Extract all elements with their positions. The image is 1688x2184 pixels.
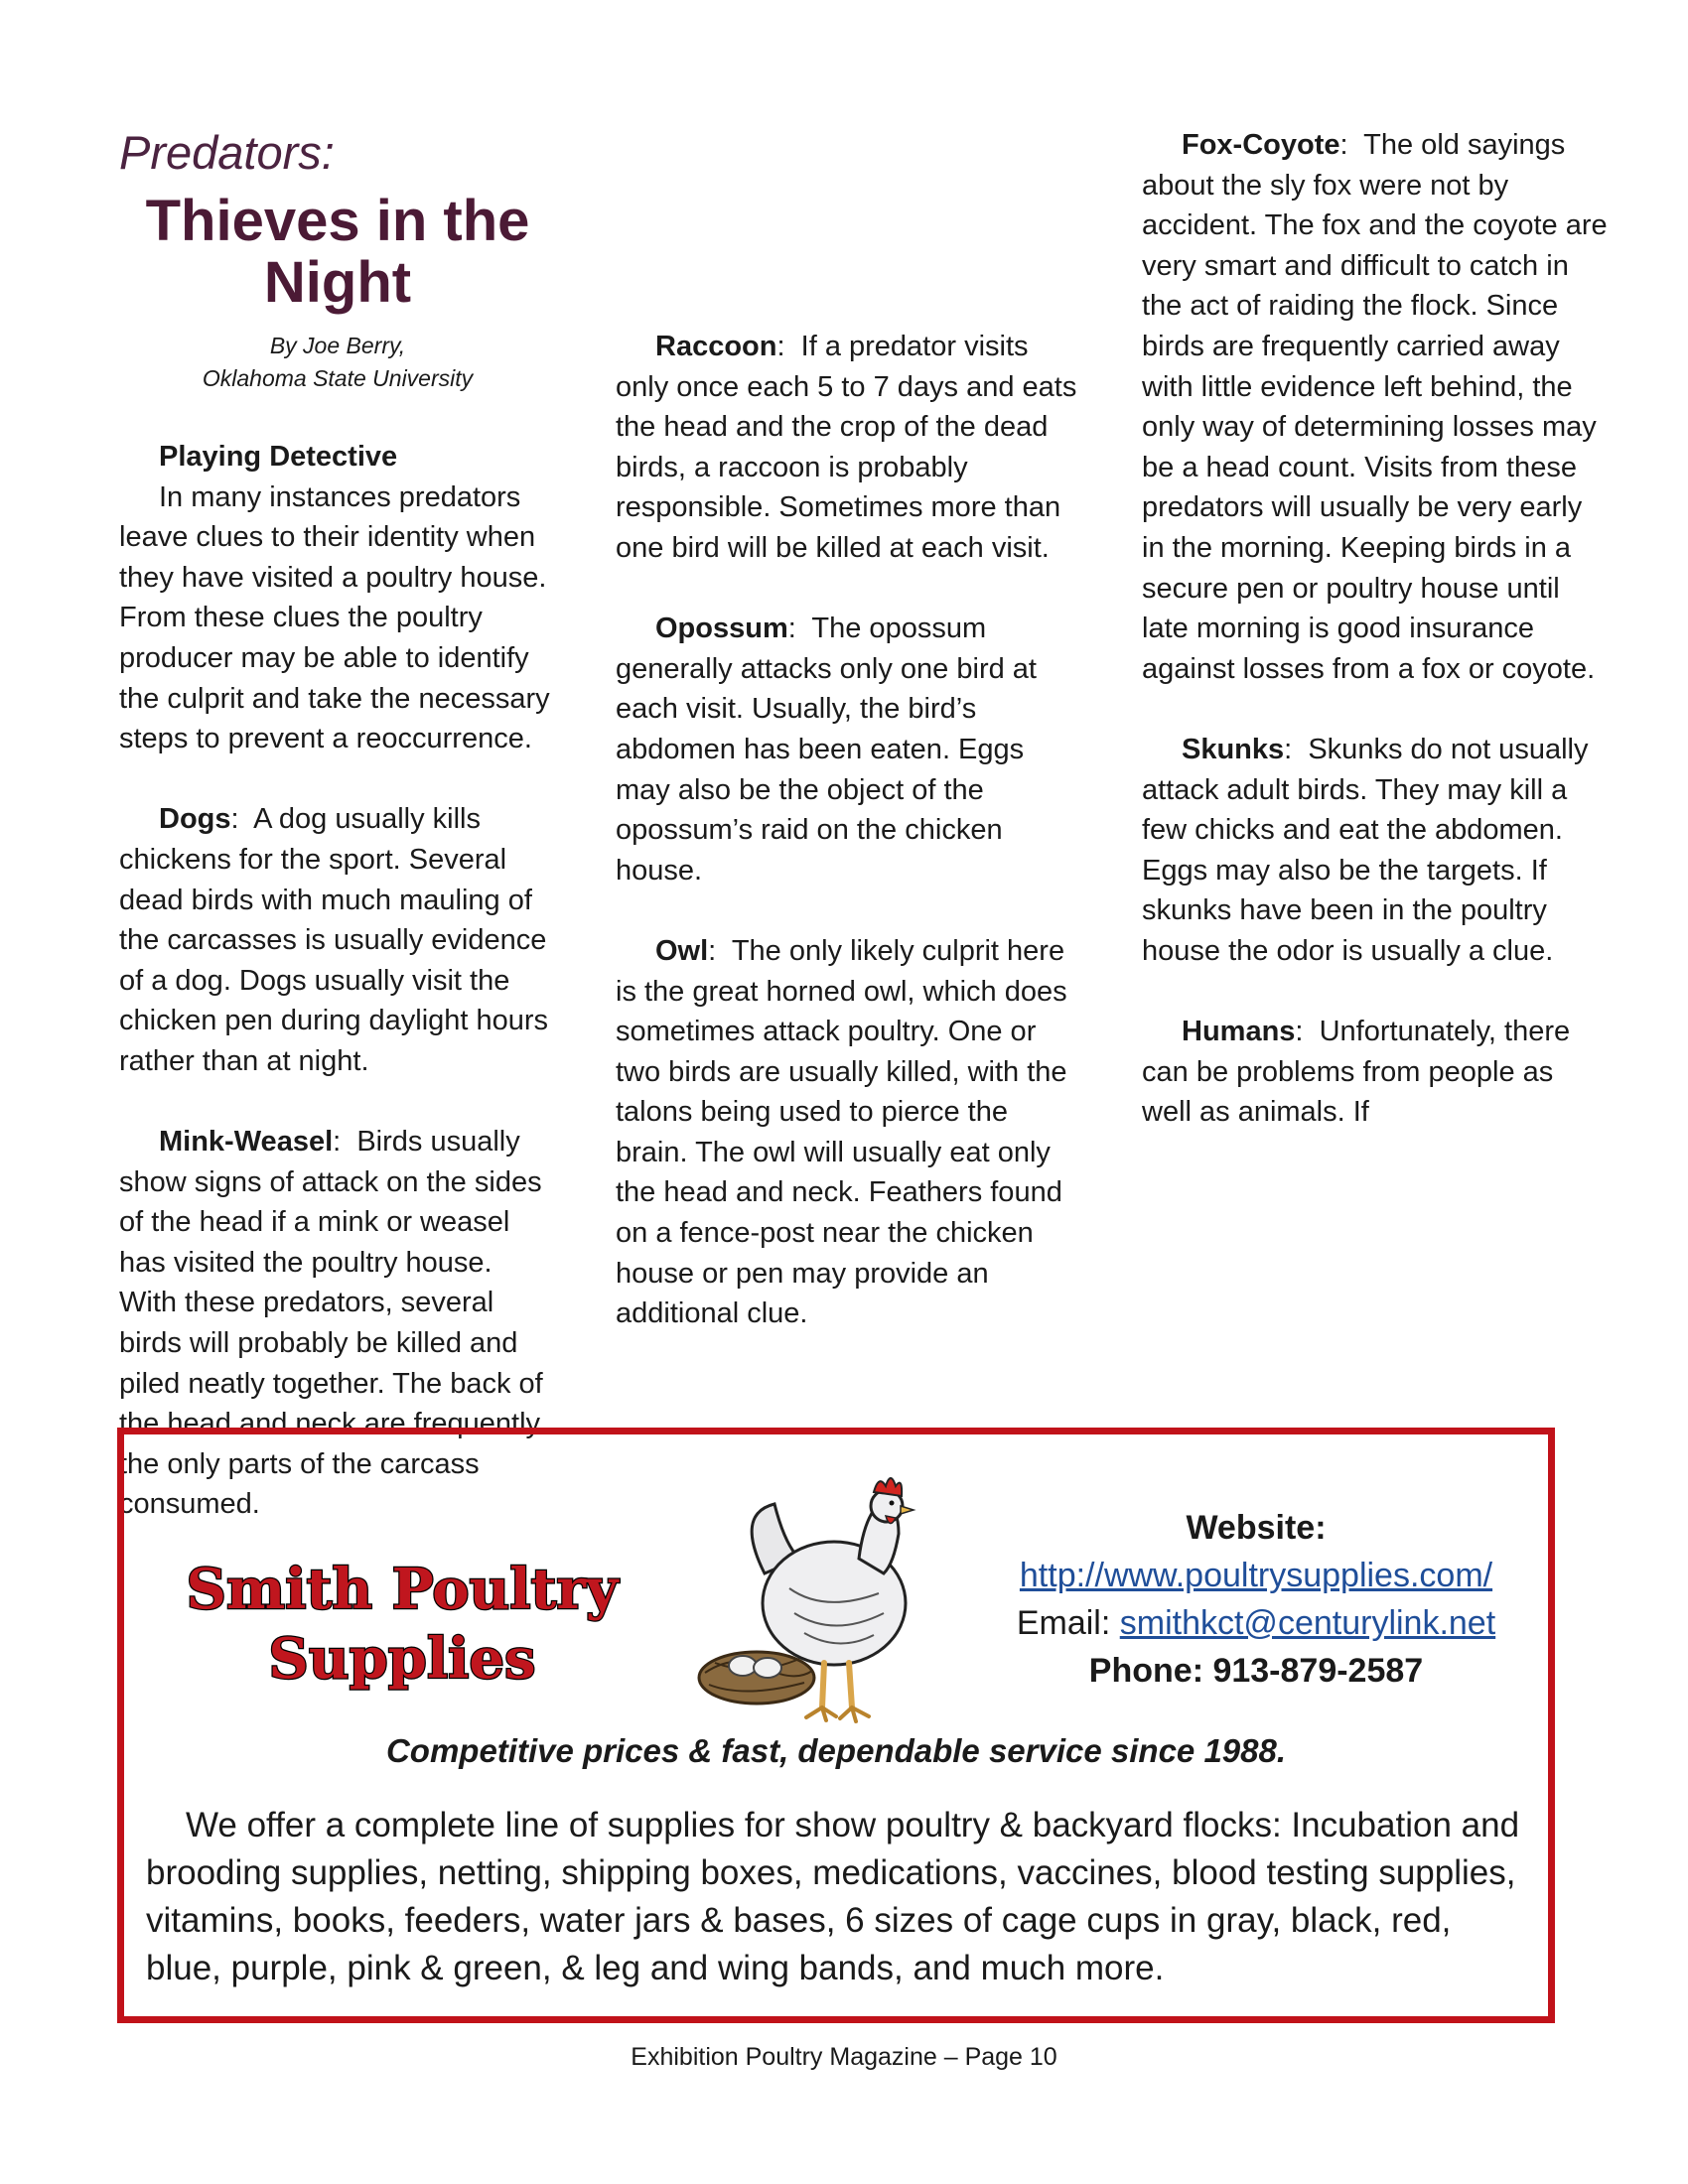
section-heading-fox-coyote: Fox-Coyote [1182,129,1340,161]
article-kicker: Predators: [119,126,335,179]
section-text-humans: Unfortunately, there can be problems from people as well as animals. If [1142,1016,1571,1129]
logo-line-2: Supplies [268,1626,536,1692]
section-text-skunks: Skunks do not usually attack adult birds. They may kill a few chicks and eat the abdomen. Eggs may also be the targets. If skunks have been in the poultry house the odor is usually a clue. [1142,733,1589,967]
article-title: Thieves in the Night [145,189,530,315]
advertisement-box [117,1428,1555,2023]
section-heading-opossum: Opossum [655,613,788,645]
section-opossum: Opossum: The opossum generally attacks only one bird at each visit. Usually, the bird’s abdomen has been eaten. Eggs may also be the object of the opossum’s raid on the chicken house. [616,613,1037,887]
rooster-with-egg-nest-icon [695,1464,933,1732]
section-text-dogs: A dog usually kills chickens for the sport. Several dead birds with much mauling of the carcasses is usually evidence of a dog. Dogs usually visit the chicken pen during daylight hours rather than at night. [119,803,549,1077]
article-column-1 [119,125,556,1525]
website-label: Website: [1186,1509,1327,1547]
email-label: Email: [1016,1604,1111,1642]
section-text-owl: The only likely culprit here is the great horned owl, which does sometimes attack poultry. One or two birds are usually killed, with the talons being used to pierce the brain. The owl will usually eat only the head and neck. Feathers found on a fence-post near the chicken house or pen may provide an additional clue. [616,934,1067,1330]
logo-line-1: Smith Poultry [186,1557,619,1622]
ad-tagline: Competitive prices & fast, dependable service since 1988. [385,1732,1287,1769]
section-heading-raccoon: Raccoon [655,331,777,362]
section-heading-humans: Humans [1182,1016,1296,1048]
website-link[interactable]: http://www.poultrysupplies.com/ [1019,1557,1493,1594]
byline-author: By Joe Berry, [269,333,406,358]
smith-poultry-logo [164,1549,640,1698]
section-raccoon: Raccoon: If a predator visits only once each 5 to 7 days and eats the head and the crop of the dead birds, a raccoon is probably responsible. Sometimes more than one bird will be killed at each visit. [616,331,1077,564]
ad-offer-text: We offer a complete line of supplies for show poultry & backyard flocks: Incubation and brooding supplies, netting, shipping boxes, medications, vaccines, blood testing supplies, vitamins, books, feeders, water jars & bases, 6 sizes of cage cups in gray, black, red, blue, purple, pink & green, & leg and wing bands, and much more. [146,1806,1520,1987]
section-heading-dogs: Dogs [159,803,231,836]
contact-block [978,1504,1534,1695]
article-continuation [616,125,1609,1416]
section-heading-playing-detective: Playing Detective [159,441,398,473]
section-dogs: Dogs: A dog usually kills chickens for the sport. Several dead birds with much mauling of the carcasses is usually evidence of a dog. Dogs usually visit the chicken pen during daylight hours rather than at night. [119,803,549,1077]
section-heading-owl: Owl [655,934,709,967]
byline-affiliation: Oklahoma State University [202,365,474,391]
section-heading-skunks: Skunks [1182,733,1285,765]
section-humans: Humans: Unfortunately, there can be problems from people as well as animals. If [1142,1016,1571,1129]
section-mink-weasel: Mink-Weasel: Birds usually show signs of attack on the sides of the head if a mink or weasel has visited the poultry house. With these predators, several birds will probably be killed and piled neatly together. The back of the head and neck are frequently the only parts of the carcass consumed. [119,1126,543,1521]
section-text-fox-coyote: The old sayings about the sly fox were not by accident. The fox and the coyote are very smart and difficult to catch in the act of raiding the flock. Since birds are frequently carried away with little evidence left behind, the only way of determining losses may be a head count. Visits from these predators will usually be very early in the morning. Keeping birds in a secure pen or poultry house until late morning is good insurance against losses from a fox or coyote. [1142,129,1608,685]
article-byline [119,330,556,395]
section-text-opossum: The opossum generally attacks only one bird at each visit. Usually, the bird’s abdomen has been eaten. Eggs may also be the object of the opossum’s raid on the chicken house. [616,613,1037,887]
email-link[interactable]: smithkct@centurylink.net [1119,1604,1496,1642]
section-owl: Owl: The only likely culprit here is the great horned owl, which does sometimes attack poultry. One or two birds are usually killed, with the talons being used to pierce the brain. The owl will usually eat only the head and neck. Feathers found on a fence-post near the chicken house or pen may provide an additional clue. [616,934,1067,1330]
section-text-mink-weasel: Birds usually show signs of attack on the sides of the head if a mink or weasel has visited the poultry house. With these predators, several birds will probably be killed and piled neatly together. The back of the head and neck are frequently the only parts of the carcass consumed. [119,1126,543,1521]
section-skunks: Skunks: Skunks do not usually attack adult birds. They may kill a few chicks and eat the abdomen. Eggs may also be the targets. If skunks have been in the poultry house the odor is usually a clue. [1142,733,1589,967]
phone-number: Phone: 913-879-2587 [1088,1652,1424,1690]
page-footer: Exhibition Poultry Magazine – Page 10 [631,2043,1057,2071]
section-text-playing-detective: In many instances predators leave clues to their identity when they have visited a poultry house. From these clues the poultry producer may be able to identify the culprit and take the necessary steps to prevent a reoccurrence. [119,480,550,755]
section-fox-coyote: Fox-Coyote: The old sayings about the sly fox were not by accident. The fox and the coyote are very smart and difficult to catch in the act of raiding the flock. Since birds are frequently carried away with little evidence left behind, the only way of determining losses may be a head count. Visits from these predators will usually be very early in the morning. Keeping birds in a secure pen or poultry house until late morning is good insurance against losses from a fox or coyote. [1142,129,1608,685]
section-text-raccoon: If a predator visits only once each 5 to 7 days and eats the head and the crop of the dead birds, a raccoon is probably responsible. Sometimes more than one bird will be killed at each visit. [616,331,1077,564]
section-heading-mink-weasel: Mink-Weasel [159,1126,334,1159]
